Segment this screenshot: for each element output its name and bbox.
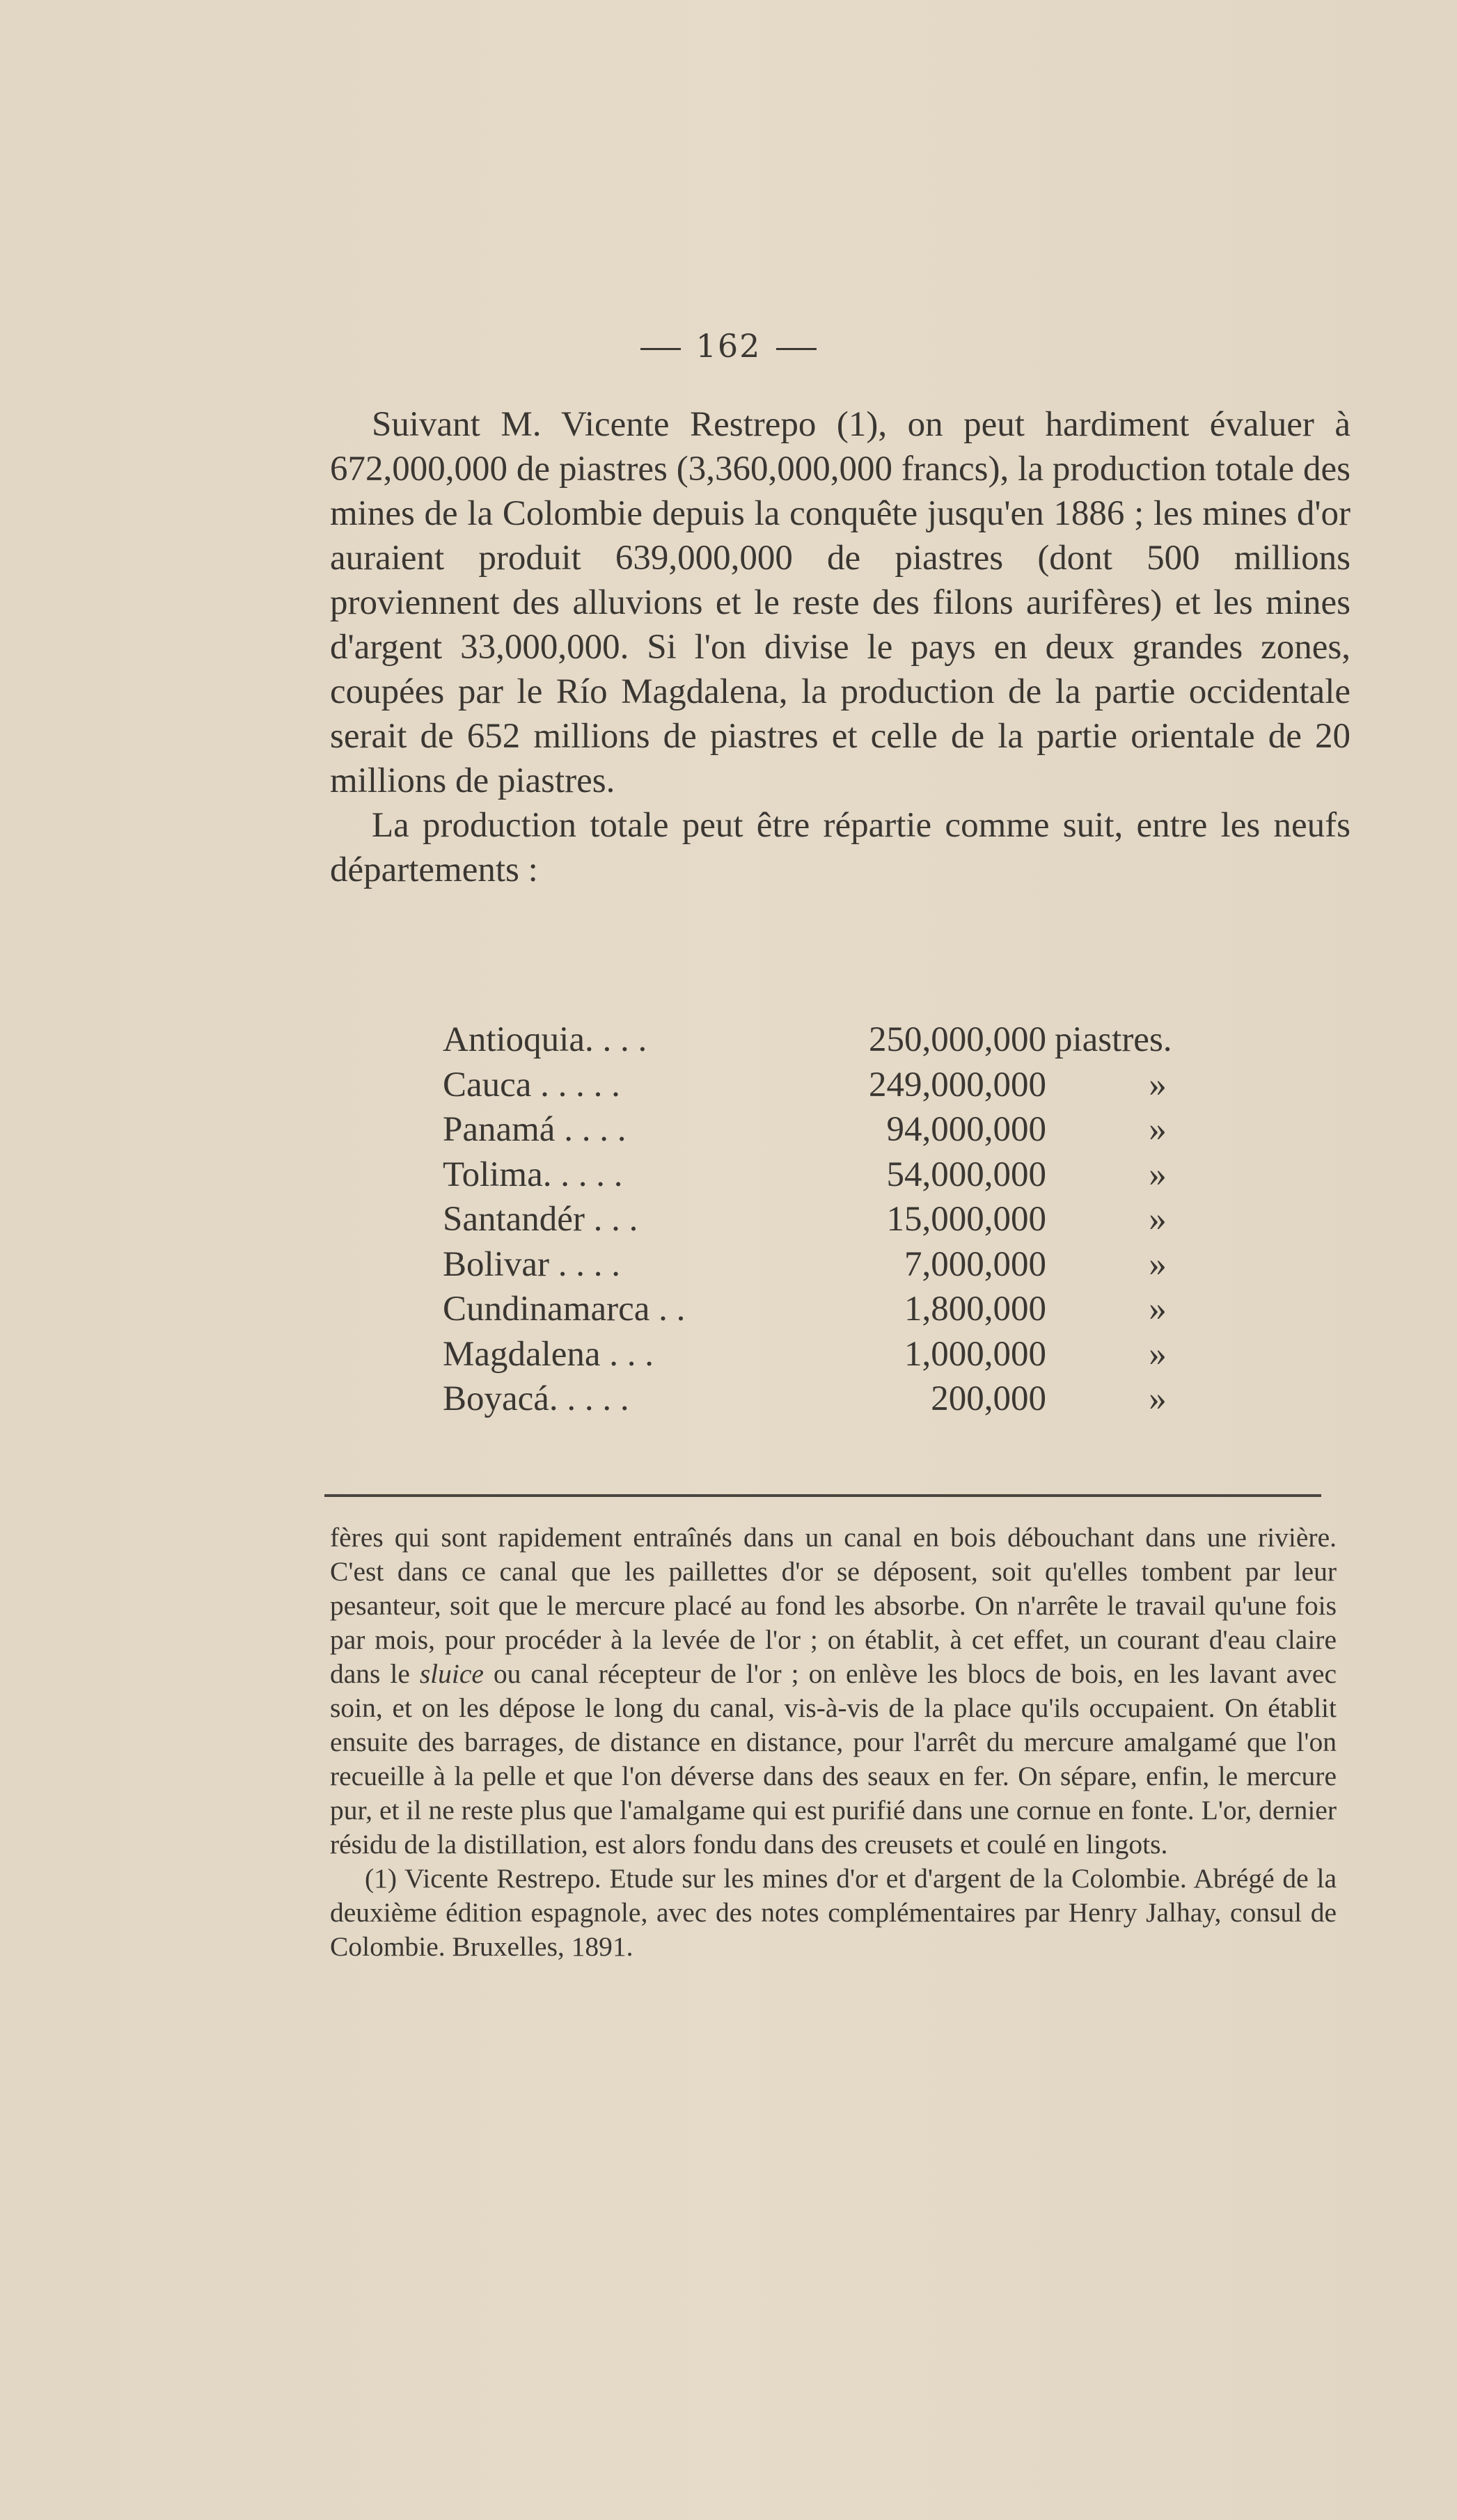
table-row (443, 1107, 1263, 1152)
department-name: Cundinamarca . . (443, 1290, 686, 1329)
department-unit: piastres. (1055, 1020, 1172, 1059)
ditto-mark: » (1149, 1334, 1167, 1374)
department-name: Panamá . . . . (443, 1110, 627, 1149)
department-value: 1,800,000 (904, 1290, 1046, 1329)
department-name: Magdalena . . . (443, 1334, 654, 1374)
department-name: Tolima. . . . . (443, 1155, 623, 1194)
paragraph-distribution-intro: La production totale peut être répartie comme suit, entre les neufs départements : (330, 806, 1350, 889)
department-value: 250,000,000 (869, 1020, 1046, 1059)
ditto-mark: » (1149, 1244, 1167, 1284)
department-value: 15,000,000 (886, 1200, 1046, 1239)
paragraph-restrepo-estimate: Suivant M. Vicente Restrepo (1), on peut hardiment évaluer à 672,000,000 de piastres (3,360,000,000 francs), la production totale des mines de la Colombie depuis la conquête jusqu'en 1886 ; les mines d'or auraient produit 639,000,000 de piastres (dont 500 millions proviennent des alluvions et le reste des filons aurifères) et les mines d'argent 33,000,000. Si l'on divise le pays en deux grandes zones, coupées par le Río Magdalena, la production de la partie occidentale serait de 652 millions de piastres et celle de la partie orientale de 20 millions de piastres. (330, 405, 1350, 800)
table-row (443, 1377, 1263, 1422)
ditto-mark: » (1149, 1155, 1167, 1194)
table-row (443, 1063, 1263, 1108)
ditto-mark: » (1149, 1065, 1167, 1104)
department-value: 1,000,000 (904, 1334, 1046, 1374)
ditto-mark: » (1149, 1379, 1167, 1418)
footnote-1-citation: (1) Vicente Restrepo. Etude sur les mines d'or et d'argent de la Colombie. Abrégé de la deuxième édition espagnole, avec des notes complémentaires par Henry Jalhay, consul de Colombie. Bruxelles, 1891. (330, 1863, 1337, 1962)
footnote-continuation (330, 1521, 1337, 1862)
table-row (443, 1017, 1263, 1063)
department-name: Boyacá. . . . . (443, 1379, 629, 1418)
department-name: Antioquia. . . . (443, 1020, 647, 1059)
table-row (443, 1332, 1263, 1377)
table-row (443, 1152, 1263, 1198)
footnotes-section (330, 1521, 1337, 1964)
table-row (443, 1287, 1263, 1332)
table-row (443, 1197, 1263, 1242)
footnote-separator-rule (324, 1494, 1321, 1497)
dash-right (776, 348, 817, 350)
footnote-continuation-text-2: ou canal récepteur de l'or ; on enlève les blocs de bois, en les lavant avec soin, et on les dépose le long du canal, vis-à-vis de la place qu'ils occupaient. On établit ensuite des barrages, de distance en distance, pour l'arrêt du mercure amalgamé que l'on recueille à la pelle et que l'on déverse dans des seaux en fer. On sépare, enfin, le mercure pur, et il ne reste plus que l'amalgame qui est purifié dans une cornue en fonte. L'or, dernier résidu de la distillation, est alors fondu dans des creusets et coulé en lingots. (330, 1658, 1337, 1860)
department-value: 94,000,000 (886, 1110, 1046, 1149)
footnote-italic-term: sluice (419, 1658, 484, 1689)
table-row (443, 1242, 1263, 1287)
ditto-mark: » (1149, 1200, 1167, 1239)
department-name: Santandér . . . (443, 1200, 638, 1239)
department-value: 54,000,000 (886, 1155, 1046, 1194)
departments-production-table (443, 1017, 1263, 1422)
page-number (0, 327, 1457, 365)
ditto-mark: » (1149, 1290, 1167, 1329)
department-name: Bolivar . . . . (443, 1244, 620, 1284)
department-value: 200,000 (931, 1379, 1046, 1418)
main-body-text (330, 402, 1350, 892)
department-name: Cauca . . . . . (443, 1065, 620, 1104)
department-value: 249,000,000 (869, 1065, 1046, 1104)
dash-left (640, 348, 681, 350)
ditto-mark: » (1149, 1110, 1167, 1149)
department-value: 7,000,000 (904, 1244, 1046, 1284)
page-number-text: 162 (695, 327, 762, 365)
footnote-continuation-text-1: fères qui sont rapidement entraînés dans un canal en bois débouchant dans une rivière. C'est dans ce canal que les paillettes d'or se déposent, soit qu'elles tombent par leur pesanteur, soit que le mercure placé au fond les absorbe. On n'arrête le travail qu'une fois par mois, pour procéder à la levée de l'or ; on établit, à cet effet, un courant d'eau claire dans le (330, 1522, 1337, 1689)
